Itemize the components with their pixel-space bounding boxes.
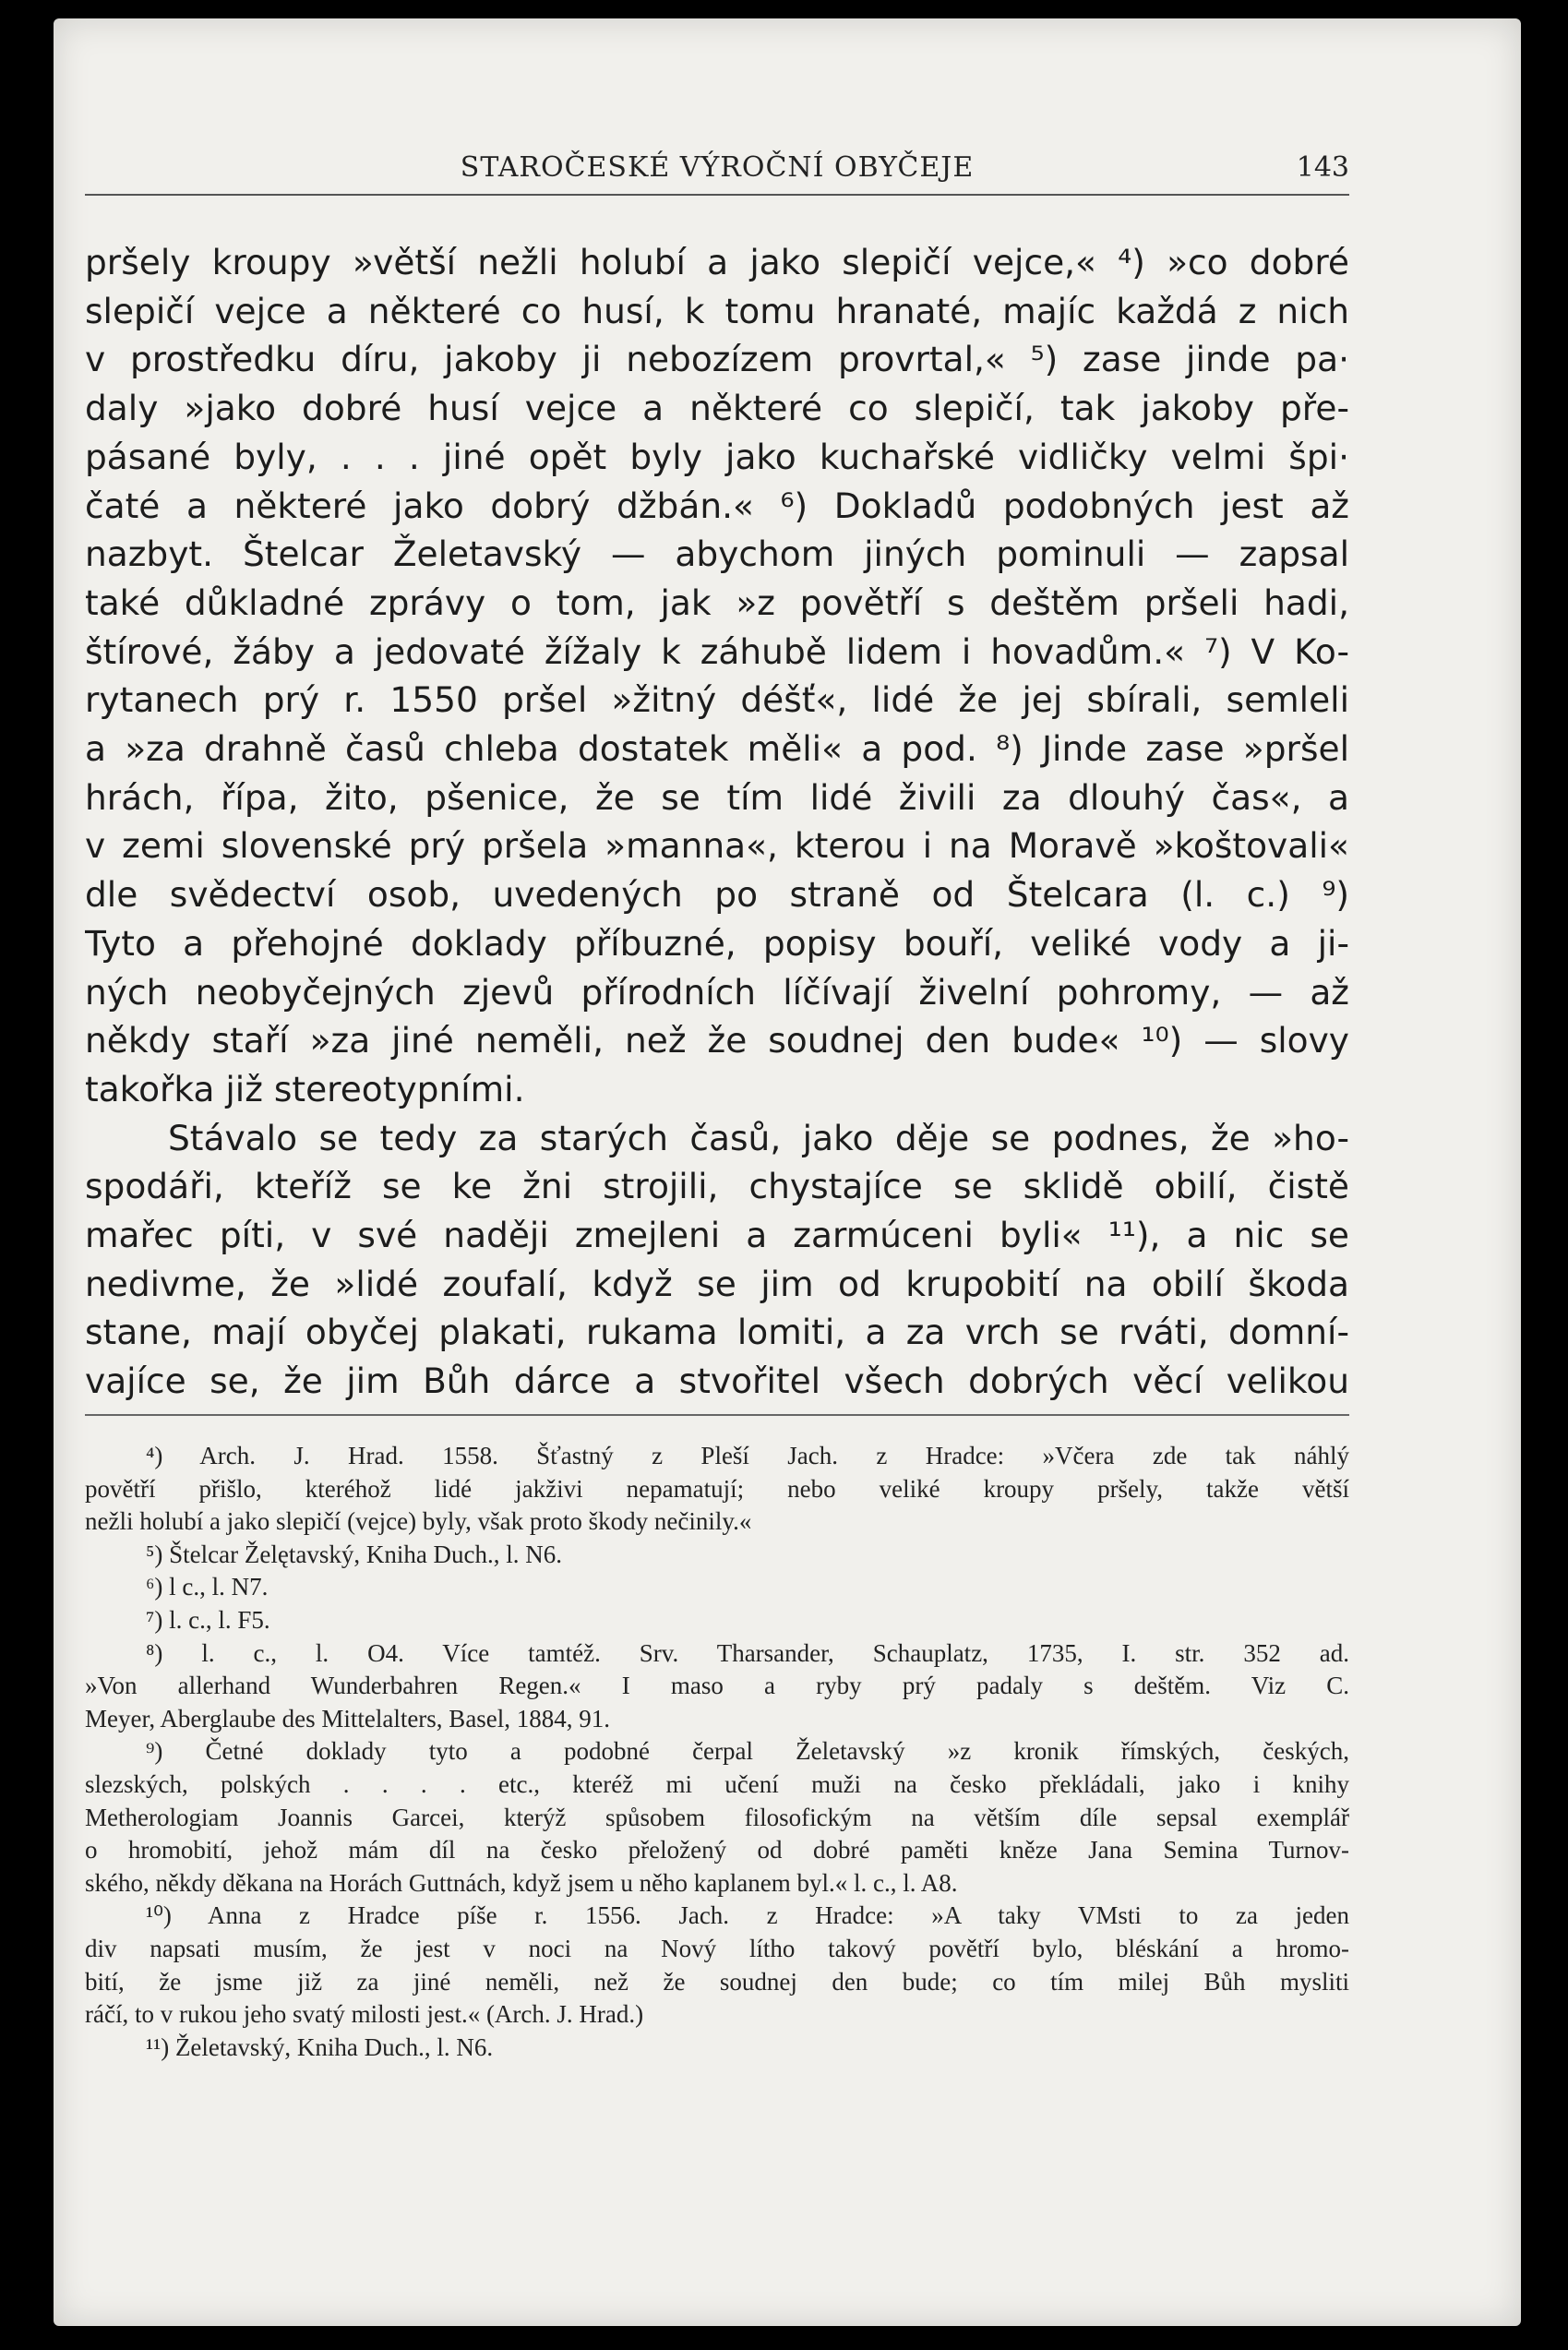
footnote-line: ⁴) Arch. J. Hrad. 1558. Šťastný z Pleší Jach. z Hradce: »Včera zde tak náhlý — [146, 1442, 1349, 1469]
text-line: někdy staří »za jiné neměli, než že soudnej den bude« ¹⁰) — slovy — [85, 1020, 1349, 1061]
footnote-line: ¹⁰) Anna z Hradce píše r. 1556. Jach. z Hradce: »A taky VMsti to za jeden — [146, 1901, 1349, 1930]
footnote-line: ⁵) Štelcar Želętavský, Kniha Duch., l. N6. — [146, 1540, 563, 1568]
text-line: nedivme, že »lidé zoufalí, když se jim od krupobití na obilí škoda — [85, 1263, 1349, 1304]
footnote-line: ⁶) l c., l. N7. — [146, 1573, 269, 1601]
text-line: slepičí vejce a některé co husí, k tomu hranaté, majíc každá z nich — [85, 290, 1349, 331]
footnote-line: povětří přišlo, kteréhož lidé jakživi nepamatují; nebo veliké kroupy pršely, takže větší — [85, 1474, 1349, 1503]
page-title: STAROČESKÉ VÝROČNÍ OBYČEJE — [460, 151, 975, 184]
text-line: štírové, žáby a jedovaté žížaly k záhubě lidem i hovadům.« ⁷) V Ko- — [85, 630, 1349, 672]
text-line: takořka již stereotypními. — [85, 1068, 525, 1109]
footnote-line: div napsati musím, že jest v noci na Nový lítho takový povětří bylo, bléskání a hromo- — [85, 1934, 1349, 1962]
footnote-line: ráčí, to v rukou jeho svatý milosti jest.« (Arch. J. Hrad.) — [85, 2000, 644, 2029]
footnote-line: o hromobití, jehož mám díl na česko přeložený od dobré paměti kněze Jana Semina Turnov- — [85, 1836, 1349, 1864]
text-line: mařec píti, v své naději zmejleni a zarmúceni byli« ¹¹), a nic se — [85, 1215, 1349, 1256]
footnote-mark: ¹⁰) — [146, 1901, 208, 1930]
text-line: hrách, řípa, žito, pšenice, že se tím lidé živili za dlouhý čas«, a — [85, 776, 1349, 818]
text-line: stane, mají obyčej plakati, rukama lomiti, a za vrch se rváti, domní- — [85, 1312, 1349, 1353]
text-line: v zemi slovenské prý pršela »manna«, kterou i na Moravě »koštovali« — [85, 825, 1349, 867]
text-line: ných neobyčejných zjevů přírodních líčívají živelní pohromy, — až — [85, 971, 1349, 1013]
footnote-line: bití, že jsme již za jiné neměli, než že soudnej den bude; co tím milej Bůh mysliti — [85, 1967, 1349, 1996]
footnote-mark: ⁵) — [146, 1540, 170, 1568]
footnote-line: Metherologiam Joannis Garcei, kterýž spůsobem filosofickým na větším díle sepsal exemplář — [85, 1803, 1349, 1831]
text-line: a »za drahně časů chleba dostatek měli« a pod. ⁸) Jinde zase »pršel — [85, 728, 1349, 770]
text-line: čaté a některé jako dobrý džbán.« ⁶) Dokladů podobných jest až — [85, 485, 1349, 526]
footnote-mark: ⁸) — [146, 1638, 202, 1667]
text-line: v prostředku díru, jakoby ji nebozízem provrtal,« ⁵) zase jinde pa· — [85, 339, 1349, 380]
footnote-line: ⁷) l. c., l. F5. — [146, 1605, 270, 1634]
text-line: spodáři, kteříž se ke žni strojili, chystajíce se sklidě obilí, čistě — [85, 1166, 1349, 1207]
main-text — [85, 238, 1349, 1406]
footnotes — [85, 1440, 1349, 2064]
footnote-mark: ⁷) — [146, 1605, 170, 1634]
footnote-mark: ⁹) — [146, 1737, 206, 1766]
text-line: také důkladné zprávy o tom, jak »z povětří s deštěm pršeli hadi, — [85, 582, 1349, 623]
footnote-mark: ¹¹) — [146, 2032, 175, 2061]
footnote-line: Meyer, Aberglaube des Mittelalters, Basel, 1884, 91. — [85, 1704, 611, 1733]
text-line: pršely kroupy »větší nežli holubí a jako slepičí vejce,« ⁴) »co dobré — [85, 242, 1349, 282]
footnote-line: ⁹) Četné doklady tyto a podobné čerpal Želetavský »z kronik římských, českých, — [146, 1737, 1349, 1766]
footnote-line: »Von allerhand Wunderbahren Regen.« I maso a ryby prý padaly s deštěm. Viz C. — [85, 1672, 1349, 1700]
footnote-mark: ⁶) — [146, 1573, 170, 1601]
text-line: Tyto a přehojné doklady příbuzné, popisy bouří, veliké vody a ji- — [85, 922, 1349, 964]
footnote-mark: ⁴) — [146, 1442, 200, 1469]
footnote-line: ského, někdy děkana na Horách Guttnách, když jsem u něho kaplanem byl.« l. c., l. A8. — [85, 1868, 958, 1897]
footnote-line: ¹¹) Želetavský, Kniha Duch., l. N6. — [146, 2032, 494, 2061]
text-line: nazbyt. Štelcar Želetavský — abychom jiných pominuli — zapsal — [85, 534, 1349, 575]
text-line: dle svědectví osob, uvedených po straně od Štelcara (l. c.) ⁹) — [85, 874, 1349, 916]
running-header — [85, 138, 1349, 196]
text-line: Stávalo se tedy za starých časů, jako děje se podnes, že »ho- — [168, 1117, 1349, 1158]
text-line: pásané byly, . . . jiné opět byly jako kuchařské vidličky velmi špi· — [85, 436, 1349, 477]
text-line: daly »jako dobré husí vejce a některé co slepičí, tak jakoby pře- — [85, 388, 1349, 429]
footnote-line: slezských, polských . . . . etc., kteréž mi učení muži na česko překládali, jako i knihy — [85, 1769, 1349, 1798]
footnote-divider — [85, 1414, 1349, 1416]
page-number: 143 — [1296, 151, 1349, 184]
text-line: vajíce se, že jim Bůh dárce a stvořitel všech dobrých věcí velikou — [85, 1361, 1349, 1402]
text-line: rytanech prý r. 1550 pršel »žitný déšť«, lidé že jej sbírali, semleli — [85, 679, 1349, 721]
footnote-line: nežli holubí a jako slepičí (vejce) byly, však proto škody nečinily.« — [85, 1507, 752, 1536]
footnote-line: ⁸) l. c., l. O4. Více tamtéž. Srv. Tharsander, Schauplatz, 1735, I. str. 352 ad. — [146, 1638, 1349, 1667]
